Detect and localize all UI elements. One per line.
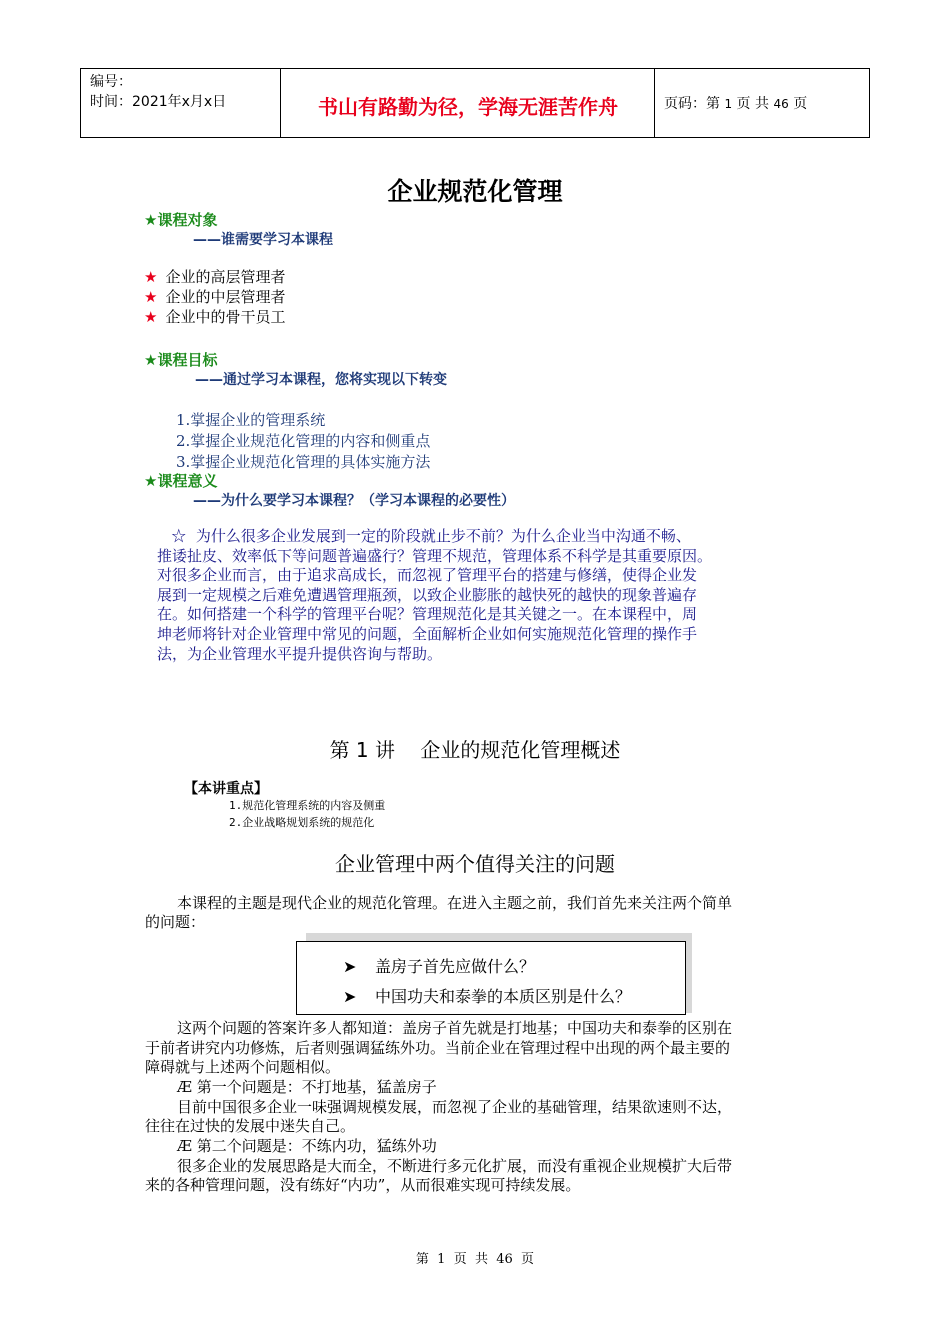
- number-label: 编号：: [90, 74, 132, 90]
- star-icon: ★: [144, 308, 158, 326]
- audience-item: ★ 企业的中层管理者: [144, 288, 286, 306]
- arrow-bullet-icon: ➤: [343, 987, 357, 1006]
- intro-line: 的问题：: [145, 913, 206, 931]
- goal-item: 1.掌握企业的管理系统: [176, 411, 326, 429]
- meaning-line: 展到一定规模之后难免遭遇管理瓶颈，以致企业膨胀的越快死的越快的现象普遍存: [157, 585, 698, 604]
- page-mid: 页 共: [736, 96, 769, 112]
- meaning-line: ☆ 为什么很多企业发展到一定的阶段就止步不前？为什么企业当中沟通不畅、: [157, 527, 691, 545]
- header-page-info: [664, 93, 807, 113]
- page-footer: 第 1 页 共 46 页: [415, 1252, 535, 1267]
- meaning-paragraph: [157, 527, 787, 664]
- header-border-left: [80, 69, 81, 137]
- body-line: 这两个问题的答案许多人都知道：盖房子首先就是打地基；中国功夫和泰拳的区别在: [177, 1019, 733, 1037]
- body-line: 来的各种管理问题，没有练好“内功”，从而很难实现可持续发展。: [145, 1176, 581, 1194]
- audience-subheading: ——谁需要学习本课程: [193, 232, 333, 248]
- goal-item: 3.掌握企业规范化管理的具体实施方法: [176, 453, 431, 471]
- lecture-title: 第 1 讲 企业的规范化管理概述: [329, 738, 621, 762]
- key-point-item: 1.规范化管理系统的内容及侧重: [229, 799, 386, 812]
- meaning-line: 坤老师将针对企业管理中常见的问题，全面解析企业如何实施规范化管理的操作手: [157, 624, 698, 643]
- page-total: 46: [773, 97, 789, 111]
- goal-item: 2.掌握企业规范化管理的内容和侧重点: [176, 432, 431, 450]
- body-line: 目前中国很多企业一味强调规模发展，而忽视了企业的基础管理，结果欲速则不达，: [177, 1098, 733, 1116]
- header-meta: [90, 72, 226, 112]
- meaning-heading: ★课程意义: [144, 472, 218, 490]
- page-prefix: 页码：第: [664, 96, 720, 112]
- header-border-right: [869, 69, 870, 137]
- audience-item: ★ 企业的高层管理者: [144, 268, 286, 286]
- goals-heading: ★课程目标: [144, 351, 218, 369]
- body-line: 于前者讲究内功修炼，后者则强调猛练外功。当前企业在管理过程中出现的两个最主要的: [145, 1039, 731, 1057]
- page-header: [80, 68, 870, 138]
- goals-subheading: ——通过学习本课程，您将实现以下转变: [195, 372, 447, 388]
- key-points-heading: 【本讲重点】: [184, 781, 268, 797]
- body-line: Æ 第二个问题是：不练内功，猛练外功: [177, 1137, 437, 1155]
- section-title: 企业管理中两个值得关注的问题: [335, 852, 615, 876]
- arrow-bullet-icon: ➤: [343, 957, 357, 976]
- page-number: 1: [724, 97, 733, 111]
- meaning-subheading: ——为什么要学习本课程？（学习本课程的必要性）: [193, 493, 515, 509]
- key-point-item: 2.企业战略规划系统的规范化: [229, 816, 375, 829]
- meaning-line: 法，为企业管理水平提升提供咨询与帮助。: [157, 644, 443, 663]
- intro-line: 本课程的主题是现代企业的规范化管理。在进入主题之前，我们首先来关注两个简单: [177, 894, 733, 912]
- question-box: [296, 941, 686, 1015]
- question-item: ➤ 中国功夫和泰拳的本质区别是什么？: [343, 987, 632, 1006]
- star-icon: ★: [144, 288, 158, 306]
- audience-heading: ★课程对象: [144, 211, 218, 229]
- header-motto: 书山有路勤为径，学海无涯苦作舟: [318, 95, 618, 119]
- meaning-line: 在。如何搭建一个科学的管理平台呢？管理规范化是其关键之一。在本课程中，周: [157, 605, 698, 624]
- page-suffix: 页: [793, 96, 808, 112]
- meaning-line: 推诿扯皮、效率低下等问题普遍盛行？管理不规范，管理体系不科学是其重要原因。: [157, 546, 713, 565]
- document-title: 企业规范化管理: [387, 177, 563, 206]
- audience-item: ★ 企业中的骨干员工: [144, 308, 286, 326]
- body-line: 很多企业的发展思路是大而全，不断进行多元化扩展，而没有重视企业规模扩大后带: [177, 1157, 733, 1175]
- meaning-line: 对很多企业而言，由于追求高成长，而忽视了管理平台的搭建与修缮，使得企业发: [157, 566, 698, 585]
- question-item: ➤ 盖房子首先应做什么？: [343, 957, 536, 976]
- star-icon: ★: [144, 268, 158, 286]
- body-line: 障碍就与上述两个问题相似。: [145, 1058, 341, 1076]
- body-line: Æ 第一个问题是：不打地基，猛盖房子: [177, 1078, 437, 1096]
- body-line: 往往在过快的发展中迷失自己。: [145, 1117, 356, 1135]
- time-label: 时间：2021年x月x日: [90, 94, 227, 110]
